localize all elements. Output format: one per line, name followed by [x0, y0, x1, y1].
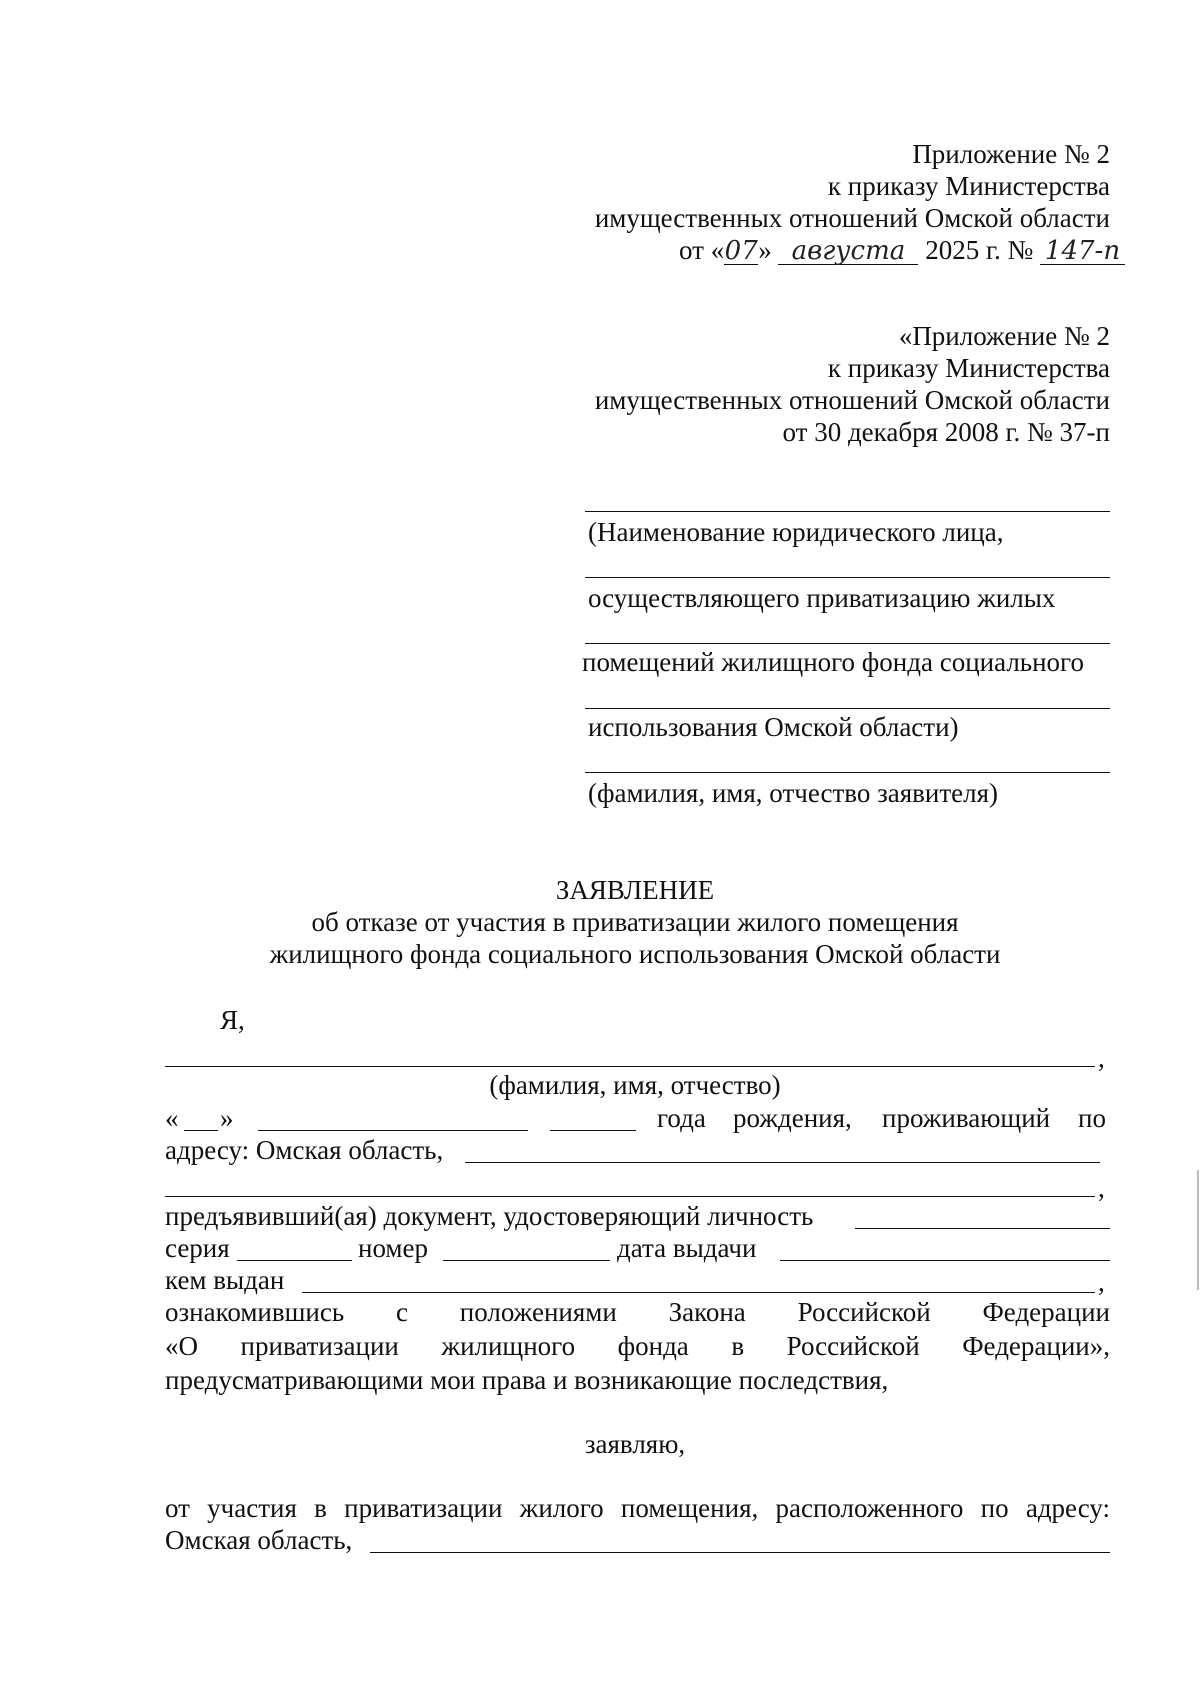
- appendix-date-line: [679, 234, 1125, 266]
- document-title: ЗАЯВЛЕНИЕ: [555, 875, 715, 905]
- law-line-3: предусматривающими мои права и возникающие последствия,: [165, 1365, 889, 1395]
- comma: ,: [1098, 1173, 1105, 1203]
- birth-quote-close: »: [220, 1103, 234, 1133]
- refuse-address-label: Омская область,: [165, 1525, 353, 1555]
- original-appendix-title: «Приложение № 2: [898, 321, 1110, 351]
- birth-word: по: [1078, 1103, 1106, 1133]
- addressee-field-line[interactable]: [585, 577, 1110, 578]
- comma: ,: [1098, 1043, 1105, 1073]
- original-order-ref: к приказу Министерства: [827, 353, 1110, 383]
- declare-word: заявляю,: [584, 1429, 686, 1459]
- series-label: серия: [165, 1233, 230, 1263]
- date-mid: »: [758, 235, 772, 265]
- scan-edge-mark: [1197, 1170, 1199, 1290]
- identity-doc-label: предъявивший(ая) документ, удостоверяющий личность: [165, 1201, 814, 1231]
- issued-by-label: кем выдан: [165, 1265, 285, 1295]
- applicant-name-field-line[interactable]: [585, 772, 1110, 773]
- law-line-2: «О приватизации жилищного фонда в Российской Федерации»,: [165, 1331, 1110, 1361]
- date-day-handwritten: 07: [724, 236, 758, 266]
- refuse-line-1: от участия в приватизации жилого помещения, расположенного по адресу:: [165, 1493, 1110, 1523]
- fio-caption: (фамилия, имя, отчество): [489, 1070, 781, 1100]
- number-label: номер: [358, 1233, 429, 1263]
- fio-field-line[interactable]: [165, 1066, 1095, 1067]
- refuse-address-field[interactable]: [370, 1552, 1110, 1553]
- addressee-field-line[interactable]: [585, 511, 1110, 512]
- birth-month-field[interactable]: [258, 1130, 528, 1131]
- date-prefix: от «: [679, 235, 725, 265]
- appendix-ministry: имущественных отношений Омской области: [594, 203, 1110, 233]
- issue-date-field[interactable]: [780, 1260, 1110, 1261]
- ya-text: Я,: [220, 1005, 245, 1035]
- addressee-field-line[interactable]: [585, 708, 1110, 709]
- birth-word: проживающий: [882, 1103, 1051, 1133]
- address-label: адресу: Омская область,: [165, 1135, 444, 1165]
- document-subtitle-1: об отказе от участия в приватизации жилого помещения: [311, 907, 959, 937]
- birth-word: рождения,: [733, 1103, 852, 1133]
- appendix-order-ref: к приказу Министерства: [827, 171, 1110, 201]
- number-field[interactable]: [443, 1260, 610, 1261]
- address-field-line-2[interactable]: [165, 1196, 1095, 1197]
- original-date: от 30 декабря 2008 г. № 37-п: [782, 417, 1110, 447]
- issued-by-field[interactable]: [302, 1292, 1095, 1293]
- birth-year-field[interactable]: [550, 1130, 636, 1131]
- date-year: 2025 г. №: [925, 235, 1034, 265]
- applicant-name-caption: (фамилия, имя, отчество заявителя): [588, 778, 999, 808]
- comma: ,: [1098, 1267, 1105, 1297]
- appendix-title: Приложение № 2: [912, 139, 1110, 169]
- date-month-handwritten: августа: [778, 238, 918, 265]
- order-number-handwritten: 147-п: [1040, 238, 1125, 265]
- addressee-field-line[interactable]: [585, 643, 1110, 644]
- addressee-caption-2: осуществляющего приватизацию жилых: [588, 583, 1056, 613]
- birth-word: года: [657, 1103, 706, 1133]
- birth-day-field[interactable]: [184, 1130, 218, 1131]
- birth-quote-open: «: [165, 1103, 179, 1133]
- addressee-caption-1: (Наименование юридического лица,: [588, 517, 1004, 547]
- original-ministry: имущественных отношений Омской области: [594, 385, 1110, 415]
- law-line-1: ознакомившись с положениями Закона Российской Федерации: [165, 1297, 1110, 1327]
- addressee-caption-4: использования Омской области): [588, 712, 959, 742]
- identity-doc-field[interactable]: [855, 1228, 1110, 1229]
- document-subtitle-2: жилищного фонда социального использования Омской области: [269, 939, 1001, 969]
- series-field[interactable]: [237, 1260, 352, 1261]
- issue-date-label: дата выдачи: [617, 1233, 757, 1263]
- address-field-line[interactable]: [465, 1162, 1100, 1163]
- addressee-caption-3: помещений жилищного фонда социального: [582, 647, 1084, 677]
